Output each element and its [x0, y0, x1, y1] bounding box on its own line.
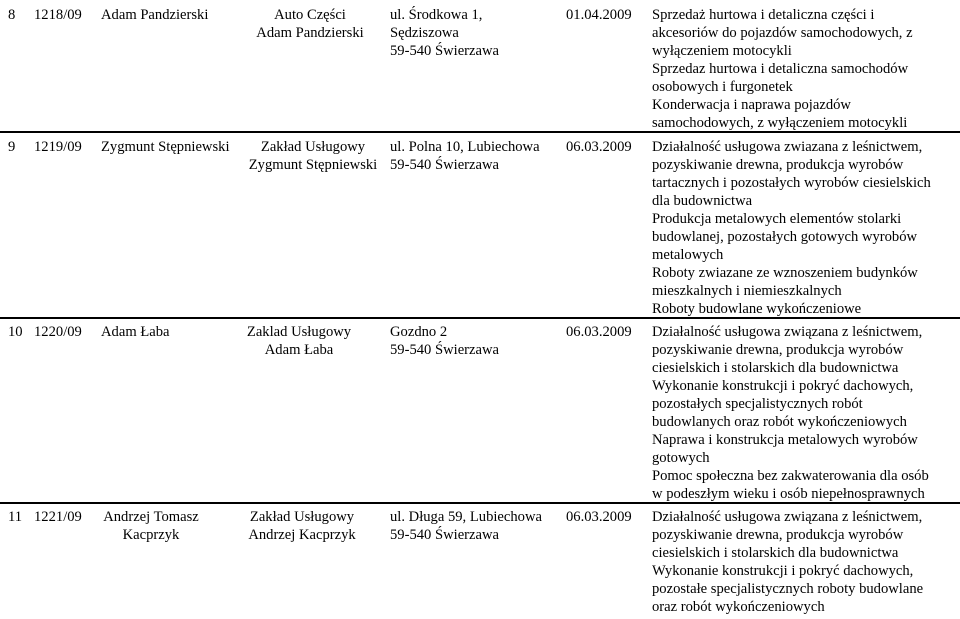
activity-line: pozostałe specjalistycznych roboty budowlane [652, 581, 924, 597]
registration-number-text: 1219/09 [34, 139, 82, 155]
company-name [240, 138, 386, 174]
row-number [8, 6, 15, 24]
entry-date-text: 01.04.2009 [566, 7, 632, 23]
company-name-line: Zygmunt Stępniewski [248, 157, 378, 173]
activity-line: Wykonanie konstrukcji i pokryć dachowych, [652, 563, 914, 579]
owner-name [101, 6, 208, 24]
activity-line: wyłączeniem motocykli [652, 43, 792, 59]
activity-line: Sprzedaz hurtowa i detaliczna samochodów [652, 61, 909, 77]
activity-line: ciesielskich i stolarskich dla budownictwa [652, 360, 899, 376]
address-line: Sędziszowa [390, 25, 459, 41]
row-number-text: 8 [8, 7, 16, 23]
activity-line: tartacznych i pozostałych wyrobów ciesielskich [652, 175, 931, 191]
activity-line: oraz robót wykończeniowych [652, 599, 825, 615]
owner-name-line: Adam Łaba [101, 324, 170, 340]
company-name-line: Andrzej Kacprzyk [248, 527, 356, 543]
registration-number [34, 508, 82, 526]
address-line: 59-540 Świerzawa [390, 157, 500, 173]
activity-line: Naprawa i konstrukcja metalowych wyrobów [652, 432, 918, 448]
activity-line: Działalność usługowa związana z leśnictwem, [652, 509, 923, 525]
owner-name-line: Andrzej Tomasz [103, 509, 199, 525]
activity-description [652, 138, 931, 318]
activity-line: Roboty zwiazane ze wznoszeniem budynków [652, 265, 918, 281]
row-number-text: 10 [8, 324, 23, 340]
row-divider [0, 317, 960, 319]
address-line: Gozdno 2 [390, 324, 448, 340]
activity-line: ciesielskich i stolarskich dla budownictwa [652, 545, 899, 561]
address-line: 59-540 Świerzawa [390, 43, 500, 59]
entry-date-text: 06.03.2009 [566, 509, 632, 525]
owner-name-line: Adam Pandzierski [101, 7, 209, 23]
activity-line: Sprzedaż hurtowa i detaliczna części i [652, 7, 875, 23]
activity-line: w podeszłym wieku i osób niepełnosprawnych [652, 486, 925, 502]
activity-line: Pomoc społeczna bez zakwaterowania dla osób [652, 468, 929, 484]
activity-line: budowlanych oraz robót wykończeniowych [652, 414, 907, 430]
activity-line: samochodowych, z wyłączeniem motocykli [652, 115, 908, 131]
activity-line: Działalność usługowa zwiazana z leśnictwem, [652, 139, 923, 155]
entry-date [566, 6, 632, 24]
activity-line: metalowych [652, 247, 724, 263]
activity-line: akcesoriów do pojazdów samochodowych, z [652, 25, 913, 41]
activity-line: Działalność usługowa związana z leśnictwem, [652, 324, 923, 340]
row-number-text: 11 [8, 509, 23, 525]
activity-line: osobowych i furgonetek [652, 79, 793, 95]
company-name [240, 508, 364, 544]
registration-number [34, 6, 82, 24]
address-line: ul. Długa 59, Lubiechowa [390, 509, 542, 525]
row-divider [0, 131, 960, 133]
address-line: ul. Środkowa 1, [390, 7, 483, 23]
activity-line: Wykonanie konstrukcji i pokryć dachowych, [652, 378, 914, 394]
owner-name [101, 323, 169, 341]
activity-line: gotowych [652, 450, 710, 466]
address [390, 138, 540, 174]
company-name-line: Auto Części [274, 7, 346, 23]
row-divider [0, 502, 960, 504]
registration-number-text: 1221/09 [34, 509, 82, 525]
entry-date-text: 06.03.2009 [566, 324, 632, 340]
owner-name-line: Kacprzyk [122, 527, 180, 543]
address [390, 508, 542, 544]
company-name-line: Adam Pandzierski [256, 25, 364, 41]
entry-date-text: 06.03.2009 [566, 139, 632, 155]
activity-description [652, 323, 929, 503]
entry-date [566, 323, 632, 341]
activity-line: pozyskiwanie drewna, produkcja wyrobów [652, 157, 904, 173]
row-number [8, 138, 15, 156]
activity-line: mieszkalnych i niemieszkalnych [652, 283, 842, 299]
company-name [240, 323, 358, 359]
activity-line: Roboty budowlane wykończeniowe [652, 301, 862, 317]
company-name [240, 6, 380, 42]
company-name-line: Zakład Usługowy [249, 509, 355, 525]
activity-description [652, 508, 923, 616]
owner-name-line: Zygmunt Stępniewski [101, 139, 230, 155]
row-number [8, 323, 23, 341]
entry-date [566, 138, 632, 156]
row-number-text: 9 [8, 139, 16, 155]
activity-line: Konderwacja i naprawa pojazdów [652, 97, 851, 113]
address-line: ul. Polna 10, Lubiechowa [390, 139, 540, 155]
activity-line: pozyskiwanie drewna, produkcja wyrobów [652, 342, 904, 358]
owner-name [101, 138, 230, 156]
registration-number-text: 1220/09 [34, 324, 82, 340]
company-name-line: Zakład Usługowy [260, 139, 366, 155]
address [390, 323, 499, 359]
activity-line: budowlanej, pozostałych gotowych wyrobów [652, 229, 918, 245]
entry-date [566, 508, 632, 526]
activity-line: Produkcja metalowych elementów stolarki [652, 211, 902, 227]
activity-description [652, 6, 913, 132]
activity-line: pozostałych specjalistycznych robót [652, 396, 863, 412]
registration-number [34, 138, 82, 156]
address-line: 59-540 Świerzawa [390, 342, 500, 358]
company-name-line: Adam Łaba [264, 342, 334, 358]
registration-number-text: 1218/09 [34, 7, 82, 23]
activity-line: pozyskiwanie drewna, produkcja wyrobów [652, 527, 904, 543]
address-line: 59-540 Świerzawa [390, 527, 500, 543]
row-number [8, 508, 22, 526]
address [390, 6, 499, 60]
registration-number [34, 323, 82, 341]
company-name-line: Zaklad Usługowy [246, 324, 352, 340]
owner-name [98, 508, 204, 544]
activity-line: dla budownictwa [652, 193, 753, 209]
